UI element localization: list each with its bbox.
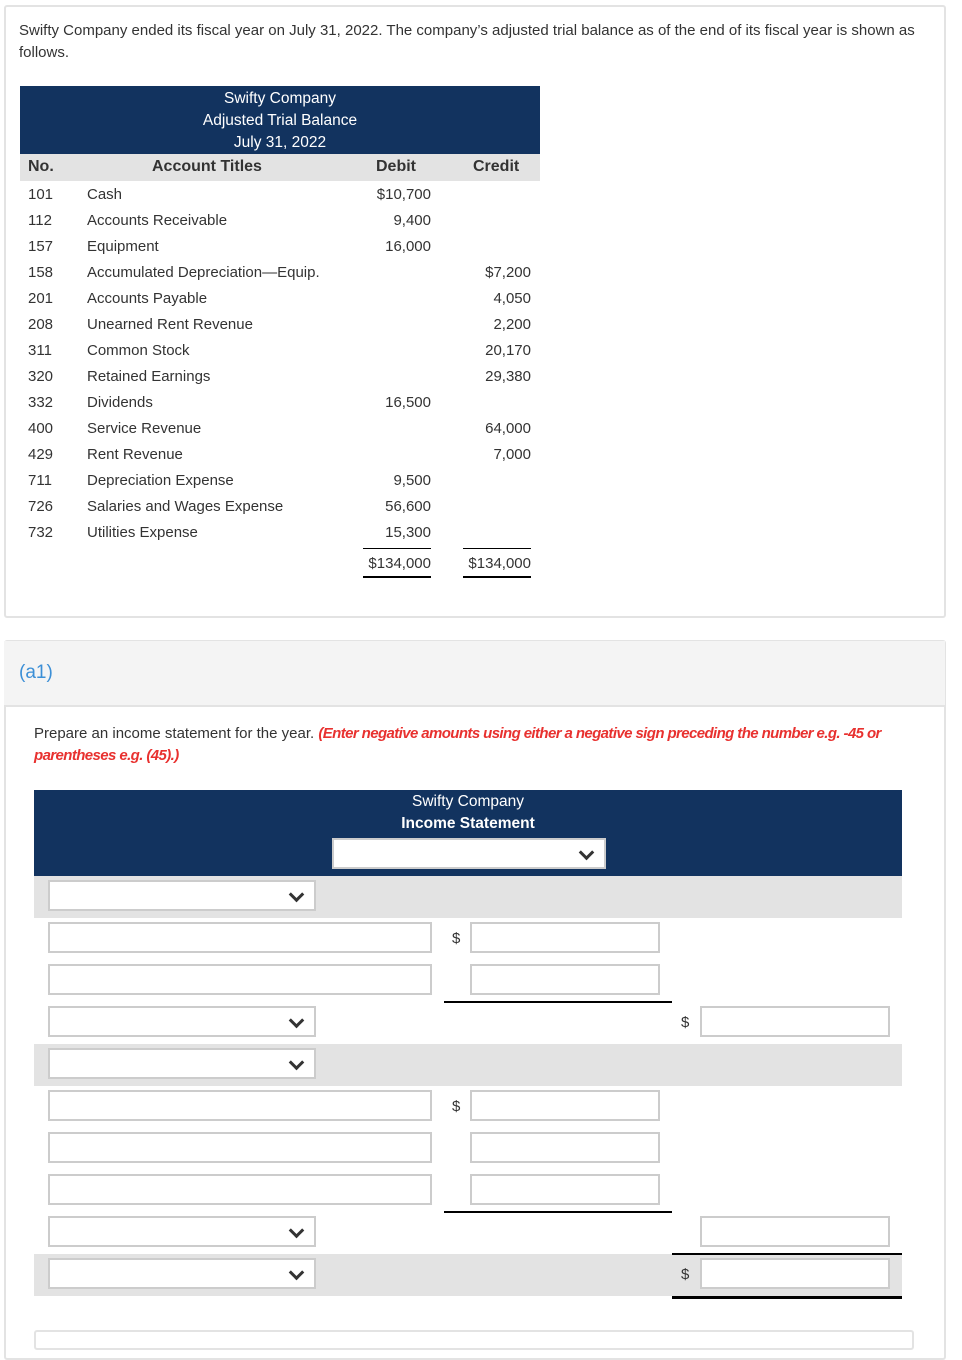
col-no: No. xyxy=(28,158,54,175)
account-input[interactable] xyxy=(48,1132,432,1163)
amount-input[interactable] xyxy=(470,922,660,953)
account-input[interactable] xyxy=(48,922,432,953)
subtotal-line xyxy=(444,1211,672,1213)
tb-cell-title: Accounts Receivable xyxy=(87,212,228,229)
tb-cell-debit: 15,300 xyxy=(385,524,431,541)
amount-input[interactable] xyxy=(470,964,660,995)
tb-cell-title: Dividends xyxy=(87,394,153,411)
col-debit: Debit xyxy=(376,158,416,175)
tb-row xyxy=(20,285,540,311)
account-input[interactable] xyxy=(48,964,432,995)
trial-balance-table xyxy=(20,86,540,579)
tb-cell-debit: $10,700 xyxy=(376,186,431,203)
tb-row xyxy=(20,337,540,363)
tb-cell-credit: 2,200 xyxy=(493,316,531,333)
account-select[interactable] xyxy=(48,1258,316,1289)
tb-row xyxy=(20,259,540,285)
tb-cell-debit: 16,500 xyxy=(385,394,431,411)
tb-cell-title: Cash xyxy=(87,186,123,203)
next-card xyxy=(34,1330,914,1350)
subtotal-line xyxy=(444,1001,672,1003)
tb-row xyxy=(20,493,540,519)
total-input[interactable] xyxy=(700,1216,890,1247)
is-title: Income Statement xyxy=(401,815,535,832)
tb-row xyxy=(20,181,540,207)
tb-cell-no: 208 xyxy=(28,316,54,333)
amount-input[interactable] xyxy=(470,1174,660,1205)
account-select[interactable] xyxy=(48,880,316,911)
account-input[interactable] xyxy=(48,1174,432,1205)
tb-cell-credit: $7,200 xyxy=(485,264,531,281)
tb-row xyxy=(20,467,540,493)
col-title: Account Titles xyxy=(152,158,262,175)
tb-company: Swifty Company xyxy=(224,90,336,107)
tb-row xyxy=(20,389,540,415)
tb-cell-no: 101 xyxy=(28,186,54,203)
dollar-sign: $ xyxy=(452,1098,461,1115)
instructions xyxy=(34,723,894,767)
double-underline xyxy=(672,1296,902,1299)
instruction-note: (Enter negative amounts using either a negative sign preceding the number e.g. -45 or parentheses e.g. (45).) xyxy=(34,725,881,764)
tb-cell-no: 332 xyxy=(28,394,54,411)
dollar-sign: $ xyxy=(452,930,461,947)
tb-row xyxy=(20,519,540,545)
tb-cell-credit: 4,050 xyxy=(493,290,531,307)
tb-cell-title: Utilities Expense xyxy=(87,524,198,541)
tb-cell-no: 201 xyxy=(28,290,54,307)
total-input[interactable] xyxy=(700,1006,890,1037)
tb-cell-credit: 7,000 xyxy=(493,446,531,463)
dollar-sign: $ xyxy=(681,1014,690,1031)
part-header xyxy=(4,641,945,707)
tb-cell-no: 400 xyxy=(28,420,54,437)
problem-intro: Swifty Company ended its fiscal year on July 31, 2022. The company’s adjusted trial balance as of the end of its fiscal year is shown as follows. xyxy=(19,22,915,61)
tb-cell-no: 311 xyxy=(28,342,52,359)
tb-cell-no: 157 xyxy=(28,238,54,255)
trial-balance-header xyxy=(20,86,540,154)
tb-row xyxy=(20,233,540,259)
tb-row xyxy=(20,207,540,233)
tb-row xyxy=(20,441,540,467)
tb-cell-title: Unearned Rent Revenue xyxy=(87,316,253,333)
tb-cell-no: 112 xyxy=(28,212,52,229)
tb-cell-debit: 9,500 xyxy=(393,472,431,489)
account-select[interactable] xyxy=(48,1216,316,1247)
total-input[interactable] xyxy=(700,1258,890,1289)
tb-cell-title: Salaries and Wages Expense xyxy=(87,498,284,515)
dollar-sign: $ xyxy=(681,1266,690,1283)
tb-cell-no: 320 xyxy=(28,368,54,385)
tb-total-row xyxy=(20,545,540,579)
tb-cell-credit: 29,380 xyxy=(485,368,531,385)
total-debit: $134,000 xyxy=(363,548,431,578)
col-credit: Credit xyxy=(473,158,520,175)
amount-input[interactable] xyxy=(470,1132,660,1163)
part-label: (a1) xyxy=(19,662,53,683)
tb-column-headers xyxy=(20,154,540,181)
tb-cell-debit: 16,000 xyxy=(385,238,431,255)
tb-cell-no: 158 xyxy=(28,264,54,281)
account-input[interactable] xyxy=(48,1090,432,1121)
total-credit: $134,000 xyxy=(463,548,531,578)
tb-cell-title: Equipment xyxy=(87,238,159,255)
tb-cell-title: Accumulated Depreciation—Equip. xyxy=(87,264,320,281)
tb-cell-no: 726 xyxy=(28,498,54,515)
tb-title: Adjusted Trial Balance xyxy=(202,112,358,129)
tb-cell-title: Service Revenue xyxy=(87,420,202,437)
tb-cell-title: Retained Earnings xyxy=(87,368,211,385)
tb-cell-title: Depreciation Expense xyxy=(87,472,234,489)
instruction-text: Prepare an income statement for the year. xyxy=(34,725,315,742)
is-company: Swifty Company xyxy=(412,793,524,810)
tb-row xyxy=(20,311,540,337)
tb-cell-credit: 64,000 xyxy=(485,420,531,437)
amount-input[interactable] xyxy=(470,1090,660,1121)
tb-cell-debit: 56,600 xyxy=(385,498,431,515)
total-line xyxy=(672,1253,902,1255)
tb-cell-debit: 9,400 xyxy=(393,212,431,229)
tb-cell-no: 429 xyxy=(28,446,54,463)
tb-cell-title: Accounts Payable xyxy=(87,290,208,307)
tb-row xyxy=(20,415,540,441)
tb-date: July 31, 2022 xyxy=(233,134,327,151)
period-select[interactable] xyxy=(332,838,606,869)
tb-cell-title: Rent Revenue xyxy=(87,446,183,463)
account-select[interactable] xyxy=(48,1048,316,1079)
tb-cell-credit: 20,170 xyxy=(485,342,531,359)
tb-cell-no: 711 xyxy=(28,472,52,489)
account-select[interactable] xyxy=(48,1006,316,1037)
tb-cell-title: Common Stock xyxy=(87,342,190,359)
tb-row xyxy=(20,363,540,389)
tb-cell-no: 732 xyxy=(28,524,54,541)
